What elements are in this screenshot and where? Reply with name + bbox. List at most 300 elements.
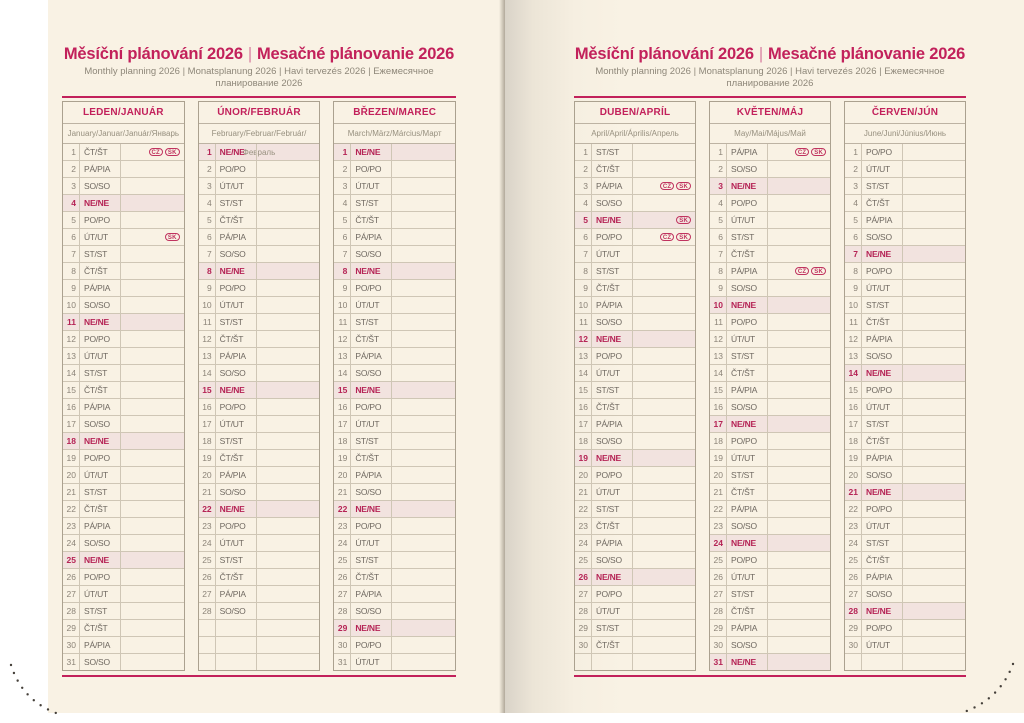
day-row	[334, 483, 455, 500]
day-abbr: ST/ST	[80, 365, 121, 381]
day-number: 21	[710, 484, 727, 500]
day-row	[575, 381, 695, 398]
day-note	[903, 365, 965, 381]
day-number: 23	[575, 518, 592, 534]
day-row	[334, 534, 455, 551]
day-note	[121, 246, 184, 262]
month-table-march	[333, 101, 456, 671]
day-abbr: NE/NE	[862, 365, 903, 381]
day-row	[575, 602, 695, 619]
day-abbr: PÁ/PIA	[216, 467, 257, 483]
day-number: 14	[710, 365, 727, 381]
day-abbr: PÁ/PIA	[592, 416, 633, 432]
day-number: 14	[334, 365, 351, 381]
day-note	[121, 467, 184, 483]
day-note	[392, 229, 455, 245]
day-row	[710, 602, 830, 619]
day-number: 13	[334, 348, 351, 364]
day-number: 19	[334, 450, 351, 466]
day-abbr: SO/SO	[727, 637, 768, 653]
day-row	[710, 585, 830, 602]
day-number: 28	[199, 603, 216, 619]
day-number: 25	[334, 552, 351, 568]
day-note	[903, 314, 965, 330]
day-number: 20	[199, 467, 216, 483]
day-abbr: PO/PO	[216, 518, 257, 534]
day-number: 8	[710, 263, 727, 279]
day-note	[903, 569, 965, 585]
day-row	[710, 500, 830, 517]
day-abbr: PÁ/PIA	[216, 586, 257, 602]
day-abbr: NE/NE	[216, 501, 257, 517]
month-table-april	[574, 101, 696, 671]
day-number: 15	[334, 382, 351, 398]
day-row	[199, 398, 320, 415]
day-row	[199, 194, 320, 211]
day-number: 30	[710, 637, 727, 653]
bottom-rule	[574, 675, 966, 677]
day-number: 26	[334, 569, 351, 585]
month-rows	[63, 144, 184, 670]
day-number: 10	[63, 297, 80, 313]
day-note	[768, 280, 830, 296]
day-number: 24	[845, 535, 862, 551]
holiday-badge-sk: SK	[811, 267, 826, 275]
day-row	[63, 245, 184, 262]
day-row	[845, 449, 965, 466]
day-row	[199, 534, 320, 551]
day-number: 16	[575, 399, 592, 415]
day-note	[903, 331, 965, 347]
day-row	[199, 483, 320, 500]
day-row	[710, 347, 830, 364]
day-note	[121, 263, 184, 279]
day-number: 23	[63, 518, 80, 534]
day-abbr: PO/PO	[80, 331, 121, 347]
day-note	[903, 382, 965, 398]
day-abbr: ÚT/UT	[216, 416, 257, 432]
day-number: 10	[334, 297, 351, 313]
day-abbr: ÚT/UT	[592, 603, 633, 619]
day-row	[199, 568, 320, 585]
day-row	[575, 296, 695, 313]
day-number: 9	[199, 280, 216, 296]
day-row	[199, 313, 320, 330]
day-note	[768, 416, 830, 432]
day-abbr: PO/PO	[216, 280, 257, 296]
day-number: 22	[575, 501, 592, 517]
day-note	[257, 433, 320, 449]
day-abbr: SO/SO	[216, 603, 257, 619]
day-number: 4	[710, 195, 727, 211]
day-abbr: ČT/ŠT	[727, 484, 768, 500]
day-number: 26	[575, 569, 592, 585]
day-number: 7	[575, 246, 592, 262]
day-number: 12	[334, 331, 351, 347]
holiday-badge-cz: CZ	[795, 148, 809, 156]
day-row	[575, 177, 695, 194]
day-number: 2	[575, 161, 592, 177]
day-number: 15	[63, 382, 80, 398]
day-abbr: PÁ/PIA	[592, 178, 633, 194]
day-number: 12	[710, 331, 727, 347]
month-rows	[575, 144, 695, 670]
day-abbr: NE/NE	[351, 501, 392, 517]
day-row	[199, 517, 320, 534]
day-note	[768, 450, 830, 466]
day-note	[633, 365, 695, 381]
day-note	[392, 297, 455, 313]
day-row	[845, 432, 965, 449]
day-note	[768, 229, 830, 245]
day-abbr: ČT/ŠT	[80, 263, 121, 279]
day-number: 4	[63, 195, 80, 211]
day-note	[633, 178, 695, 194]
day-note	[633, 654, 695, 670]
day-abbr: SO/SO	[727, 161, 768, 177]
day-note	[633, 450, 695, 466]
day-row	[710, 449, 830, 466]
day-row	[334, 262, 455, 279]
day-row	[710, 432, 830, 449]
day-note	[392, 280, 455, 296]
day-row	[575, 144, 695, 160]
day-abbr: ST/ST	[862, 535, 903, 551]
day-number: 19	[63, 450, 80, 466]
month-rows	[334, 144, 455, 670]
day-row	[710, 381, 830, 398]
day-abbr: PO/PO	[862, 263, 903, 279]
day-note	[768, 331, 830, 347]
day-row	[334, 619, 455, 636]
day-note	[903, 399, 965, 415]
day-row	[575, 398, 695, 415]
day-note	[633, 620, 695, 636]
day-abbr: ÚT/UT	[727, 450, 768, 466]
day-row	[334, 432, 455, 449]
month-title: KVĚTEN/MÁJ	[710, 102, 830, 124]
day-row	[63, 177, 184, 194]
day-note	[768, 603, 830, 619]
day-row	[63, 415, 184, 432]
day-abbr: SO/SO	[862, 229, 903, 245]
day-abbr: ČT/ŠT	[727, 603, 768, 619]
day-number: 19	[575, 450, 592, 466]
day-abbr: NE/NE	[862, 246, 903, 262]
day-note	[392, 161, 455, 177]
day-abbr: SO/SO	[216, 365, 257, 381]
day-row	[845, 262, 965, 279]
day-row	[334, 160, 455, 177]
day-abbr: ÚT/UT	[80, 586, 121, 602]
day-number: 2	[63, 161, 80, 177]
day-note	[257, 348, 320, 364]
day-note	[768, 161, 830, 177]
day-number: 31	[63, 654, 80, 670]
day-abbr: NE/NE	[727, 654, 768, 670]
day-row	[845, 415, 965, 432]
day-abbr: PÁ/PIA	[351, 467, 392, 483]
day-row	[334, 364, 455, 381]
day-abbr: ÚT/UT	[351, 535, 392, 551]
day-row	[63, 330, 184, 347]
day-abbr: SO/SO	[727, 399, 768, 415]
holiday-badge-sk: SK	[676, 216, 691, 224]
day-note	[633, 416, 695, 432]
day-abbr: PO/PO	[80, 450, 121, 466]
month-table-january	[62, 101, 185, 671]
holiday-badge-cz: CZ	[795, 267, 809, 275]
day-number: 26	[845, 569, 862, 585]
day-abbr: NE/NE	[216, 263, 257, 279]
day-number: 16	[63, 399, 80, 415]
day-note	[257, 144, 320, 160]
day-row	[334, 585, 455, 602]
day-abbr: ČT/ŠT	[216, 212, 257, 228]
day-note	[121, 195, 184, 211]
day-abbr: ČT/ŠT	[727, 365, 768, 381]
day-abbr: ČT/ŠT	[216, 569, 257, 585]
day-note	[768, 620, 830, 636]
day-abbr: ÚT/UT	[727, 569, 768, 585]
day-number: 7	[63, 246, 80, 262]
day-abbr: NE/NE	[216, 144, 257, 160]
day-abbr	[862, 654, 903, 670]
day-note	[121, 144, 184, 160]
day-abbr: PO/PO	[862, 382, 903, 398]
day-number: 26	[199, 569, 216, 585]
day-note	[903, 603, 965, 619]
day-row	[334, 228, 455, 245]
day-number: 7	[845, 246, 862, 262]
holiday-badge-cz: CZ	[149, 148, 163, 156]
day-number: 9	[845, 280, 862, 296]
day-number: 3	[710, 178, 727, 194]
day-row	[63, 483, 184, 500]
day-note	[392, 314, 455, 330]
day-row	[199, 245, 320, 262]
day-note	[121, 331, 184, 347]
day-abbr: SO/SO	[351, 246, 392, 262]
day-row	[575, 466, 695, 483]
day-number: 10	[199, 297, 216, 313]
day-row	[63, 568, 184, 585]
day-row	[710, 483, 830, 500]
day-row	[63, 296, 184, 313]
day-note	[257, 569, 320, 585]
day-abbr: NE/NE	[862, 603, 903, 619]
day-note	[257, 637, 320, 653]
day-number: 20	[575, 467, 592, 483]
day-note	[633, 195, 695, 211]
day-abbr: PÁ/PIA	[80, 637, 121, 653]
day-row	[199, 500, 320, 517]
day-abbr: ÚT/UT	[862, 518, 903, 534]
day-row	[845, 466, 965, 483]
day-note	[768, 535, 830, 551]
day-number: 2	[334, 161, 351, 177]
day-row	[845, 636, 965, 653]
day-note	[903, 195, 965, 211]
day-number: 5	[710, 212, 727, 228]
day-number: 11	[199, 314, 216, 330]
day-row	[845, 330, 965, 347]
day-note	[257, 603, 320, 619]
holiday-badge-sk: SK	[165, 148, 180, 156]
day-abbr: PO/PO	[727, 314, 768, 330]
day-row	[710, 551, 830, 568]
day-number: 31	[710, 654, 727, 670]
day-row	[710, 144, 830, 160]
day-note	[392, 552, 455, 568]
day-abbr: ST/ST	[727, 586, 768, 602]
day-number: 17	[845, 416, 862, 432]
day-note	[257, 331, 320, 347]
day-abbr: ÚT/UT	[351, 297, 392, 313]
day-number: 8	[199, 263, 216, 279]
day-number: 18	[199, 433, 216, 449]
day-note	[257, 484, 320, 500]
day-abbr: PO/PO	[80, 569, 121, 585]
day-row	[63, 262, 184, 279]
day-abbr: PO/PO	[727, 433, 768, 449]
day-row	[199, 177, 320, 194]
day-row	[63, 534, 184, 551]
day-row	[334, 398, 455, 415]
day-note	[392, 365, 455, 381]
day-number: 16	[199, 399, 216, 415]
day-note	[768, 467, 830, 483]
day-abbr: NE/NE	[351, 620, 392, 636]
day-abbr: SO/SO	[592, 552, 633, 568]
day-note	[633, 263, 695, 279]
day-abbr: ST/ST	[80, 246, 121, 262]
day-row	[63, 398, 184, 415]
day-row	[845, 602, 965, 619]
day-abbr: PÁ/PIA	[592, 297, 633, 313]
day-number: 5	[199, 212, 216, 228]
day-row	[334, 466, 455, 483]
day-note	[903, 637, 965, 653]
day-abbr: ST/ST	[592, 144, 633, 160]
day-abbr: ST/ST	[216, 195, 257, 211]
day-number: 25	[63, 552, 80, 568]
day-abbr: ÚT/UT	[592, 365, 633, 381]
day-number: 2	[710, 161, 727, 177]
day-abbr: ÚT/UT	[862, 280, 903, 296]
day-row	[710, 296, 830, 313]
day-abbr: ÚT/UT	[862, 161, 903, 177]
day-abbr: ÚT/UT	[216, 297, 257, 313]
month-langs: January/Januar/Január/Январь	[63, 124, 184, 144]
day-row	[710, 330, 830, 347]
day-row	[334, 636, 455, 653]
day-note	[633, 637, 695, 653]
day-number: 1	[575, 144, 592, 160]
day-abbr: SO/SO	[80, 535, 121, 551]
day-abbr: NE/NE	[80, 314, 121, 330]
day-note	[257, 501, 320, 517]
day-number: 6	[334, 229, 351, 245]
day-number: 28	[575, 603, 592, 619]
day-abbr: NE/NE	[592, 331, 633, 347]
day-abbr: SO/SO	[862, 348, 903, 364]
day-number: 15	[199, 382, 216, 398]
day-abbr: ST/ST	[862, 178, 903, 194]
day-number: 12	[845, 331, 862, 347]
day-number: 24	[710, 535, 727, 551]
day-abbr: PÁ/PIA	[727, 382, 768, 398]
day-note	[768, 484, 830, 500]
day-row	[710, 517, 830, 534]
day-row	[710, 415, 830, 432]
day-note	[633, 382, 695, 398]
day-note	[768, 297, 830, 313]
day-row	[334, 500, 455, 517]
day-number: 16	[334, 399, 351, 415]
day-row	[63, 551, 184, 568]
day-row	[199, 330, 320, 347]
day-abbr: PÁ/PIA	[862, 331, 903, 347]
day-row	[575, 500, 695, 517]
day-note	[903, 501, 965, 517]
day-abbr	[216, 637, 257, 653]
day-number: 7	[710, 246, 727, 262]
day-abbr: SO/SO	[727, 518, 768, 534]
day-note	[633, 586, 695, 602]
day-note	[121, 314, 184, 330]
day-note	[633, 484, 695, 500]
day-number: 25	[199, 552, 216, 568]
day-number: 4	[334, 195, 351, 211]
day-note	[903, 586, 965, 602]
day-note	[121, 382, 184, 398]
day-note	[633, 246, 695, 262]
day-abbr: ČT/ŠT	[592, 518, 633, 534]
day-abbr: SO/SO	[592, 314, 633, 330]
day-row	[199, 262, 320, 279]
day-row	[845, 585, 965, 602]
day-row	[710, 398, 830, 415]
day-note	[903, 654, 965, 670]
day-row	[199, 381, 320, 398]
day-row	[575, 347, 695, 364]
day-note	[633, 501, 695, 517]
day-note	[257, 280, 320, 296]
day-note	[903, 450, 965, 466]
day-row	[710, 466, 830, 483]
day-number: 11	[334, 314, 351, 330]
day-number: 6	[845, 229, 862, 245]
day-note	[768, 433, 830, 449]
day-number: 12	[63, 331, 80, 347]
day-number: 5	[63, 212, 80, 228]
day-row	[199, 449, 320, 466]
day-note	[257, 365, 320, 381]
day-number: 28	[63, 603, 80, 619]
day-number	[199, 637, 216, 653]
day-abbr: SO/SO	[592, 433, 633, 449]
day-number: 14	[63, 365, 80, 381]
day-number: 1	[845, 144, 862, 160]
day-row	[710, 245, 830, 262]
day-note	[121, 450, 184, 466]
day-abbr: ÚT/UT	[862, 637, 903, 653]
month-langs: March/März/Március/Март	[334, 124, 455, 144]
day-number: 7	[199, 246, 216, 262]
day-row	[334, 653, 455, 670]
holiday-badge-sk: SK	[165, 233, 180, 241]
